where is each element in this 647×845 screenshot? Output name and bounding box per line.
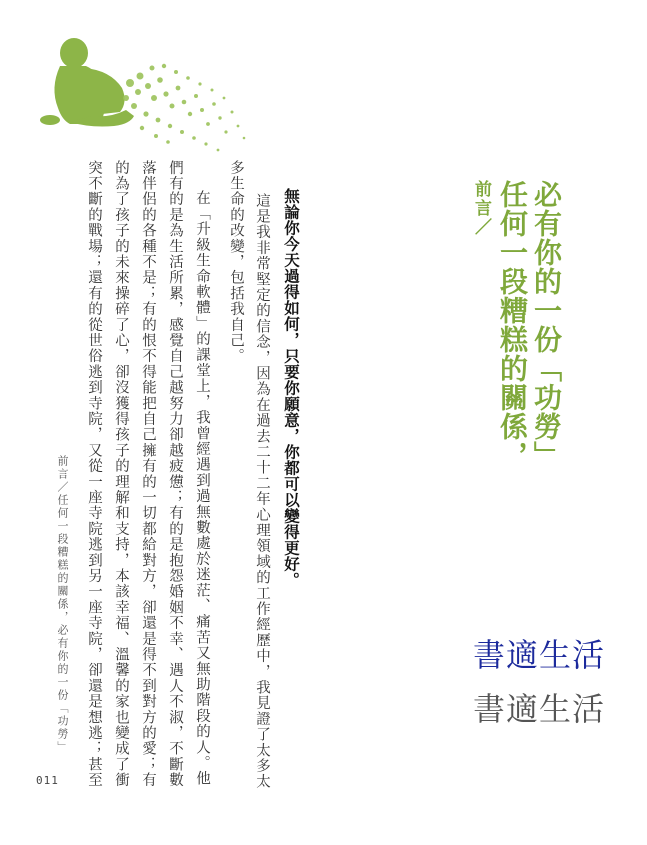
intro-label: 前言／: [471, 180, 491, 237]
watermark-text: 書適生活: [473, 636, 606, 674]
watermark-text: 書適生活: [473, 690, 606, 728]
subtitle: 無論你今天過得如何，只要你願意，你都可以變得更好。: [282, 188, 300, 588]
body-text-column: 多生命的改變，包括我自己。: [228, 160, 244, 365]
body-text-column: 在「升級生命軟體」的課堂上，我曾經遇到過無數處於迷茫、痛苦又無助階段的人。他: [194, 190, 210, 787]
chapter-title-line-1: 任何一段糟糕的關係，: [496, 180, 529, 470]
body-text-column: 們有的是為生活所累，感覺自己越努力卻越疲憊；有的是抱怨婚姻不幸、遇人不淑，不斷數: [167, 160, 183, 788]
body-text-column: 的為了孩子的未來操碎了心，卻沒獲得孩子的理解和支持，本該幸福、溫馨的家也變成了衝: [113, 160, 129, 788]
running-head: 前言／任何一段糟糕的關係，必有你的一份「功勞」: [56, 455, 69, 754]
page-number: 011: [36, 774, 59, 787]
body-text-column: 落伴侶的各種不是；有的恨不得能把自己擁有的一切都給對方，卻還是得不到對方的愛；有: [140, 160, 156, 788]
leaf-figure-illustration: [30, 28, 250, 178]
body-text-column: 突不斷的戰場；還有的從世俗逃到寺院，又從一座寺院逃到另一座寺院，卻還是想逃；甚至: [86, 160, 102, 788]
body-text-column: 這是我非常堅定的信念，因為在過去二十二年心理領域的工作經歷中，我見證了太多太: [254, 193, 270, 790]
chapter-title-line-2: 必有你的一份「功勞」: [530, 180, 563, 470]
